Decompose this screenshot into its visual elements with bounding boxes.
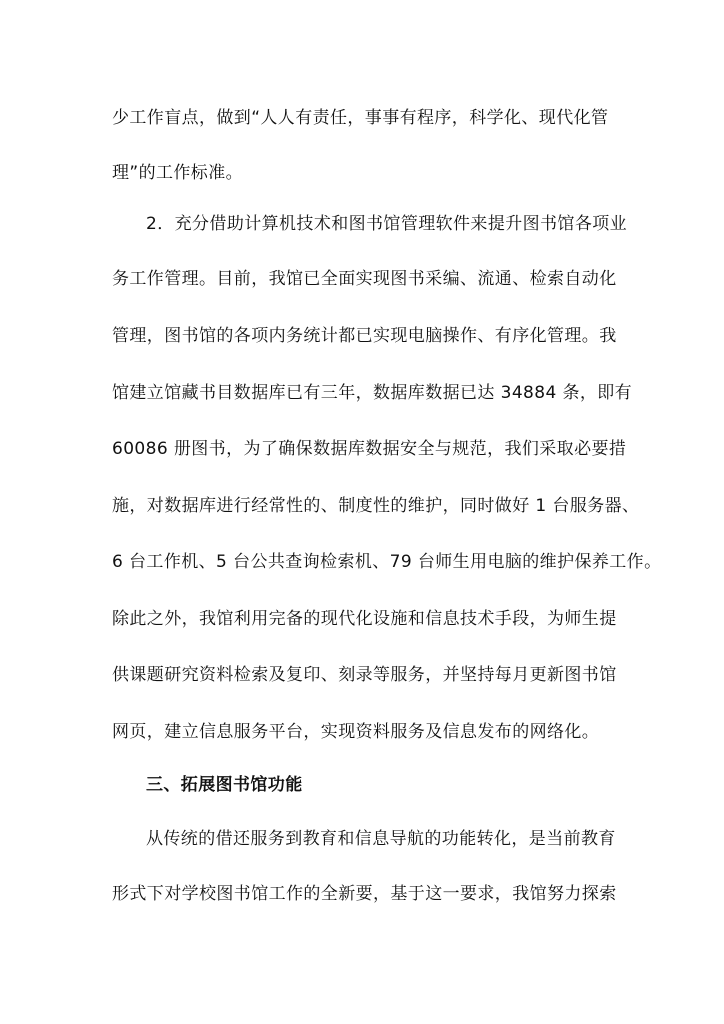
- text-line: 从传统的借还服务到教育和信息导航的功能转化，是当前教育: [146, 829, 616, 849]
- text-line: 务工作管理。目前，我馆已全面实现图书采编、流通、检索自动化: [112, 269, 617, 289]
- text-line: 除此之外，我馆利用完备的现代化设施和信息技术手段，为师生提: [112, 609, 617, 629]
- text-line: 馆建立馆藏书目数据库已有三年，数据库数据已达 34884 条，即有: [112, 383, 633, 403]
- text-line: 管理，图书馆的各项内务统计都已实现电脑操作、有序化管理。我: [112, 326, 617, 346]
- text-line: 形式下对学校图书馆工作的全新要，基于这一要求，我馆努力探索: [112, 884, 617, 904]
- text-line: 6 台工作机、5 台公共查询检索机、79 台师生用电脑的维护保养工作。: [112, 552, 662, 572]
- text-line: 理”的工作标准。: [112, 163, 244, 183]
- text-line: 2．充分借助计算机技术和图书馆管理软件来提升图书馆各项业: [146, 214, 628, 234]
- text-line: 60086 册图书，为了确保数据库数据安全与规范，我们采取必要措: [112, 439, 627, 459]
- text-line: 供课题研究资料检索及复印、刻录等服务，并坚持每月更新图书馆: [112, 665, 617, 685]
- text-line: 网页，建立信息服务平台，实现资料服务及信息发布的网络化。: [112, 722, 600, 742]
- text-line: 少工作盲点，做到“人人有责任，事事有程序，科学化、现代化管: [112, 108, 609, 128]
- text-line: 施，对数据库进行经常性的、制度性的维护，同时做好 1 台服务器、: [112, 496, 640, 516]
- section-heading: 三、拓展图书馆功能: [146, 775, 303, 795]
